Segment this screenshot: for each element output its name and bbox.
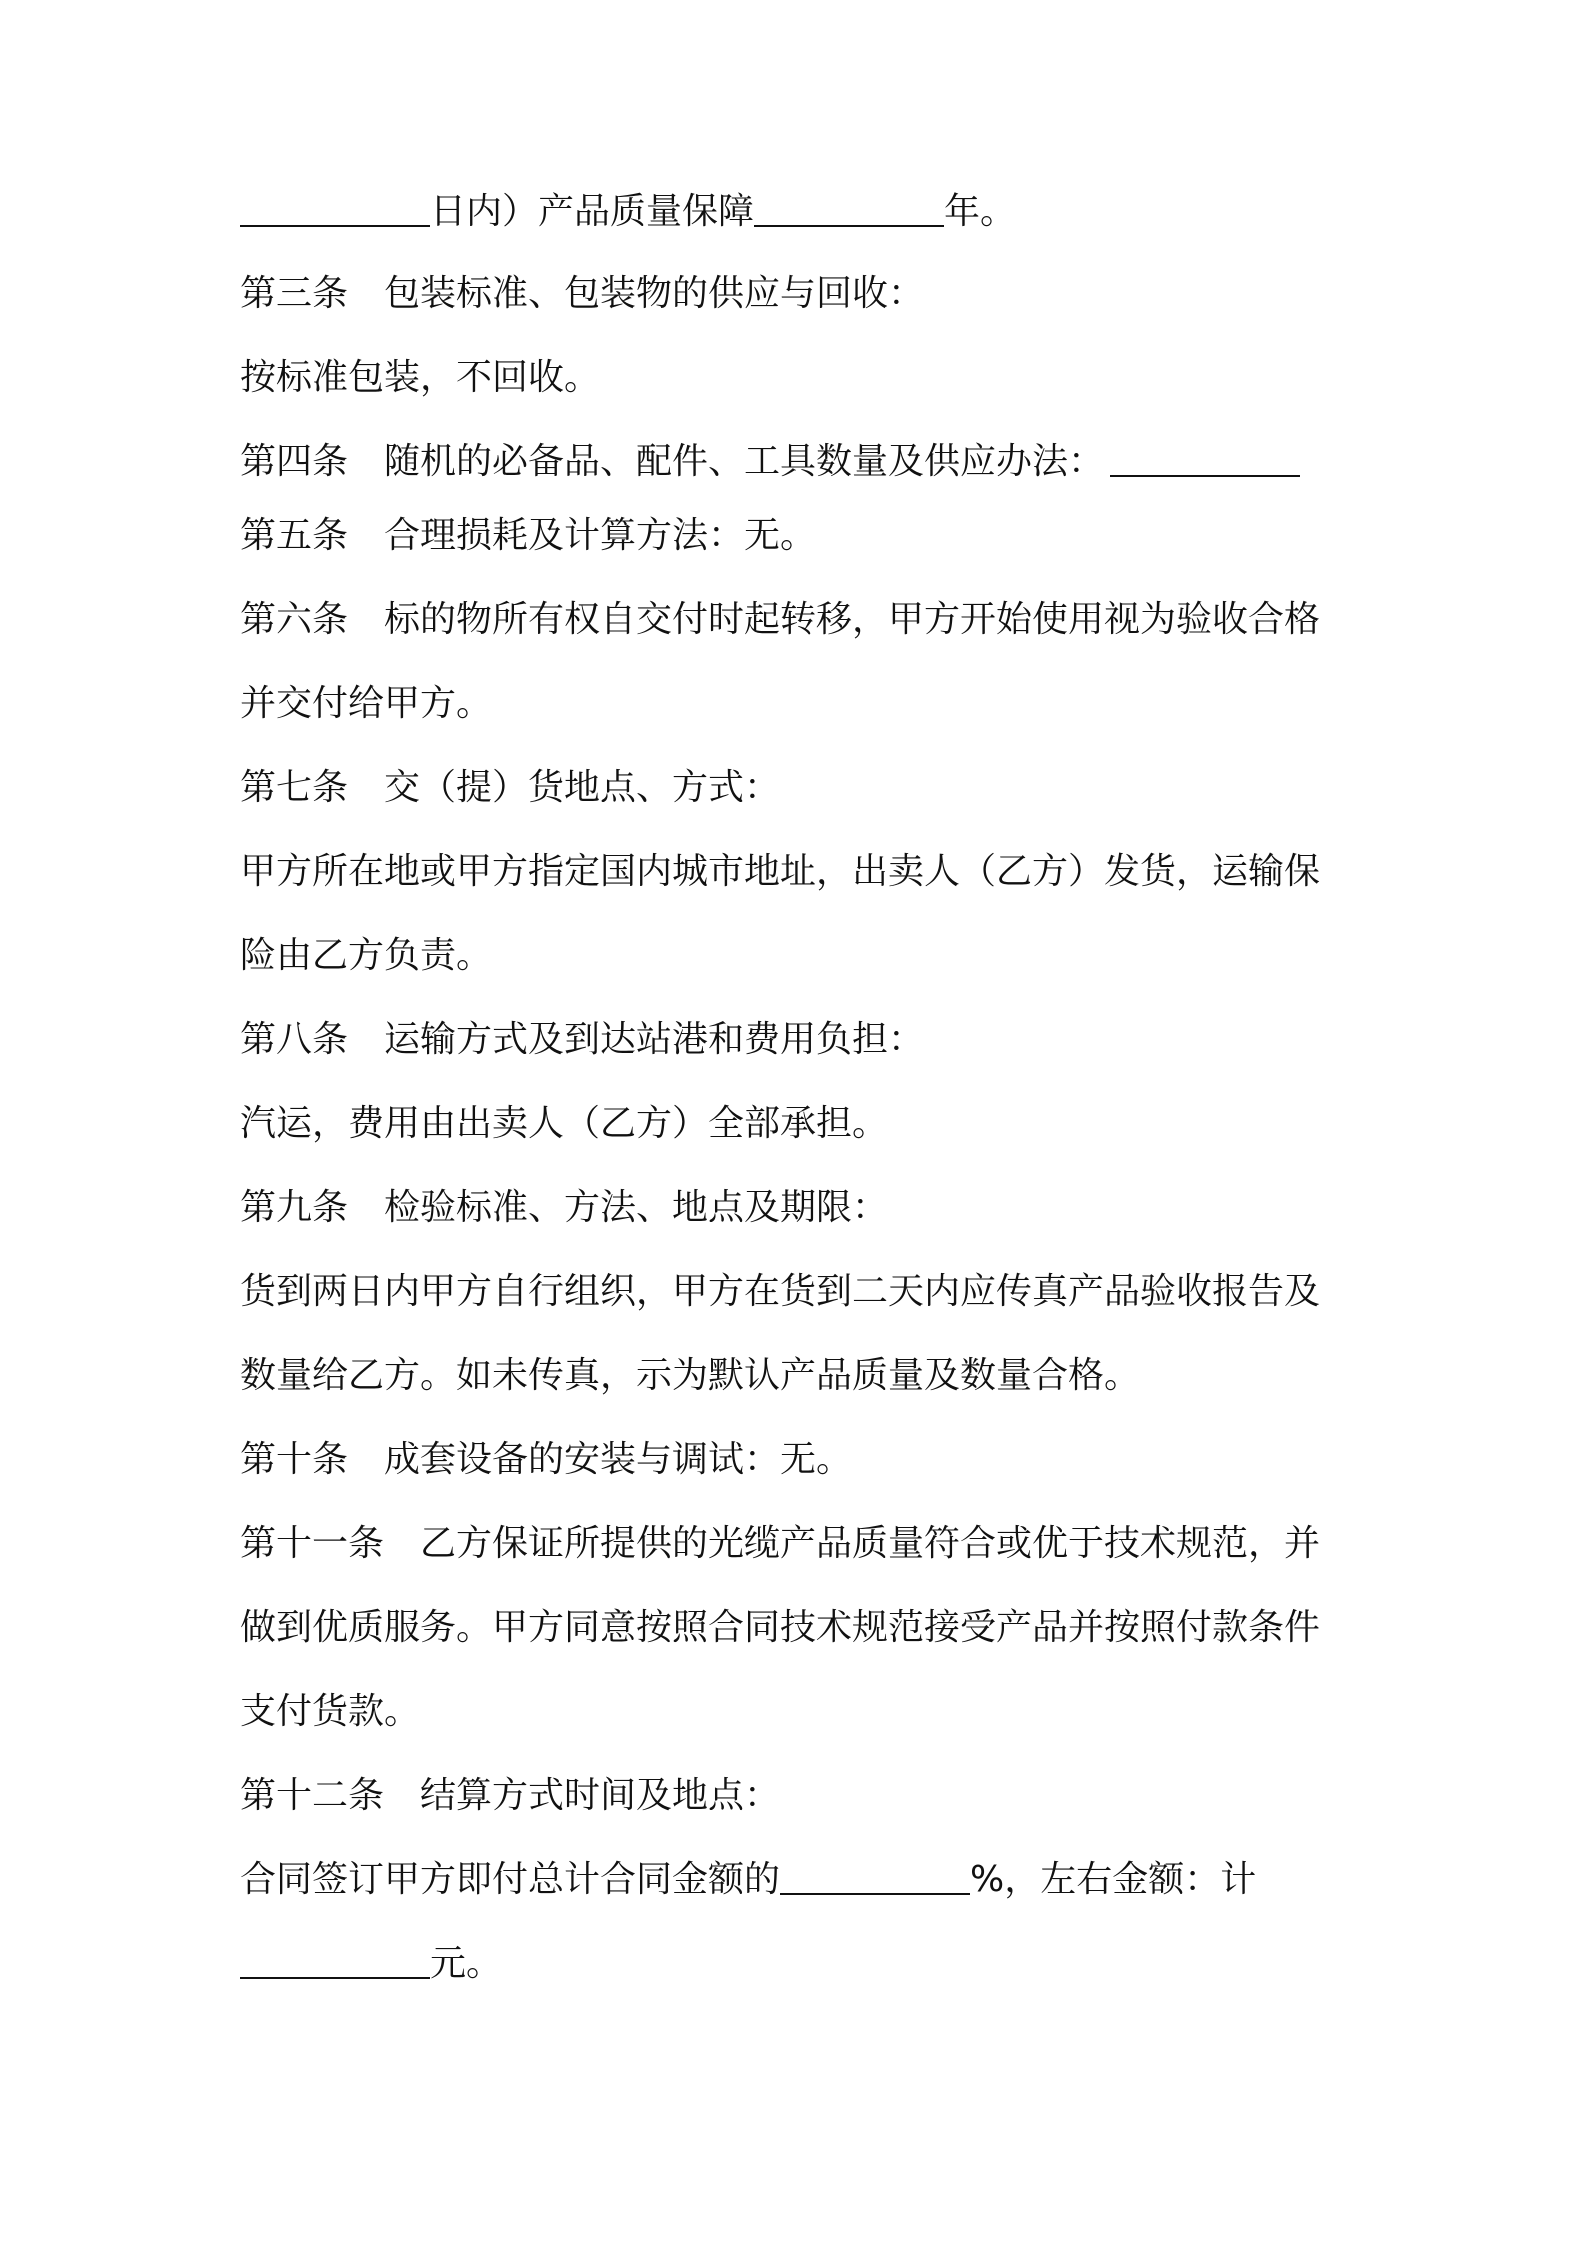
article-3-heading bbox=[240, 272, 1360, 316]
article-8-heading bbox=[240, 1018, 1360, 1062]
text: 合同签订甲方即付总计合同金额的 bbox=[240, 1859, 781, 1900]
text: %，左右金额：计 bbox=[970, 1859, 1257, 1900]
article-7-body-line-1: 甲方所在地或甲方指定国内城市地址，出卖人（乙方）发货，运输保 bbox=[240, 851, 1321, 892]
article-title: 成套设备的安装与调试：无。 bbox=[384, 1439, 853, 1480]
article-title: 合理损耗及计算方法：无。 bbox=[384, 515, 817, 556]
article-11-heading bbox=[240, 1522, 1360, 1566]
article-number: 第十二条 bbox=[240, 1775, 385, 1816]
article-number: 第八条 bbox=[240, 1019, 349, 1060]
article-title: 包装标准、包装物的供应与回收： bbox=[384, 273, 925, 314]
article-9-body-line-2: 数量给乙方。如未传真，示为默认产品质量及数量合格。 bbox=[240, 1355, 1141, 1396]
article-9-heading bbox=[240, 1186, 1360, 1230]
contract-text bbox=[240, 190, 1360, 1986]
text: 年。 bbox=[944, 191, 1017, 232]
article-7-heading bbox=[240, 766, 1360, 810]
article-12-body-line-2 bbox=[240, 1942, 1360, 1986]
article-number: 第三条 bbox=[240, 273, 349, 314]
article-title: 乙方保证所提供的光缆产品质量符合或优于技术规范，并 bbox=[420, 1523, 1321, 1564]
article-title: 检验标准、方法、地点及期限： bbox=[384, 1187, 889, 1228]
article-6-continuation: 并交付给甲方。 bbox=[240, 683, 493, 724]
paragraph-line bbox=[240, 190, 1360, 234]
text: 元。 bbox=[430, 1943, 503, 1984]
article-12-heading bbox=[240, 1774, 1360, 1818]
article-6-heading bbox=[240, 598, 1360, 642]
article-5-heading bbox=[240, 514, 1360, 558]
blank-field bbox=[240, 193, 430, 227]
article-title: 随机的必备品、配件、工具数量及供应办法： bbox=[384, 441, 1105, 482]
article-number: 第九条 bbox=[240, 1187, 349, 1228]
article-number: 第十条 bbox=[240, 1439, 349, 1480]
article-title: 标的物所有权自交付时起转移，甲方开始使用视为验收合格 bbox=[384, 599, 1321, 640]
article-number: 第六条 bbox=[240, 599, 349, 640]
article-12-body-line-1 bbox=[240, 1858, 1360, 1902]
article-title: 运输方式及到达站港和费用负担： bbox=[384, 1019, 925, 1060]
article-4-heading bbox=[240, 440, 1360, 484]
article-11-body-line-2: 支付货款。 bbox=[240, 1691, 421, 1732]
article-11-body-line-1: 做到优质服务。甲方同意按照合同技术规范接受产品并按照付款条件 bbox=[240, 1607, 1321, 1648]
article-3-body: 按标准包装，不回收。 bbox=[240, 357, 601, 398]
text: 日内）产品质量保障 bbox=[430, 191, 755, 232]
article-number: 第七条 bbox=[240, 767, 349, 808]
article-number: 第十一条 bbox=[240, 1523, 385, 1564]
article-number: 第五条 bbox=[240, 515, 349, 556]
article-10-heading bbox=[240, 1438, 1360, 1482]
article-number: 第四条 bbox=[240, 441, 349, 482]
blank-field bbox=[780, 1861, 970, 1895]
article-9-body-line-1: 货到两日内甲方自行组织，甲方在货到二天内应传真产品验收报告及 bbox=[240, 1271, 1321, 1312]
blank-field bbox=[1110, 443, 1300, 477]
article-title: 交（提）货地点、方式： bbox=[384, 767, 781, 808]
article-8-body: 汽运，费用由出卖人（乙方）全部承担。 bbox=[240, 1103, 889, 1144]
blank-field bbox=[240, 1945, 430, 1979]
article-7-body-line-2: 险由乙方负责。 bbox=[240, 935, 493, 976]
article-title: 结算方式时间及地点： bbox=[420, 1775, 781, 1816]
blank-field bbox=[754, 193, 944, 227]
